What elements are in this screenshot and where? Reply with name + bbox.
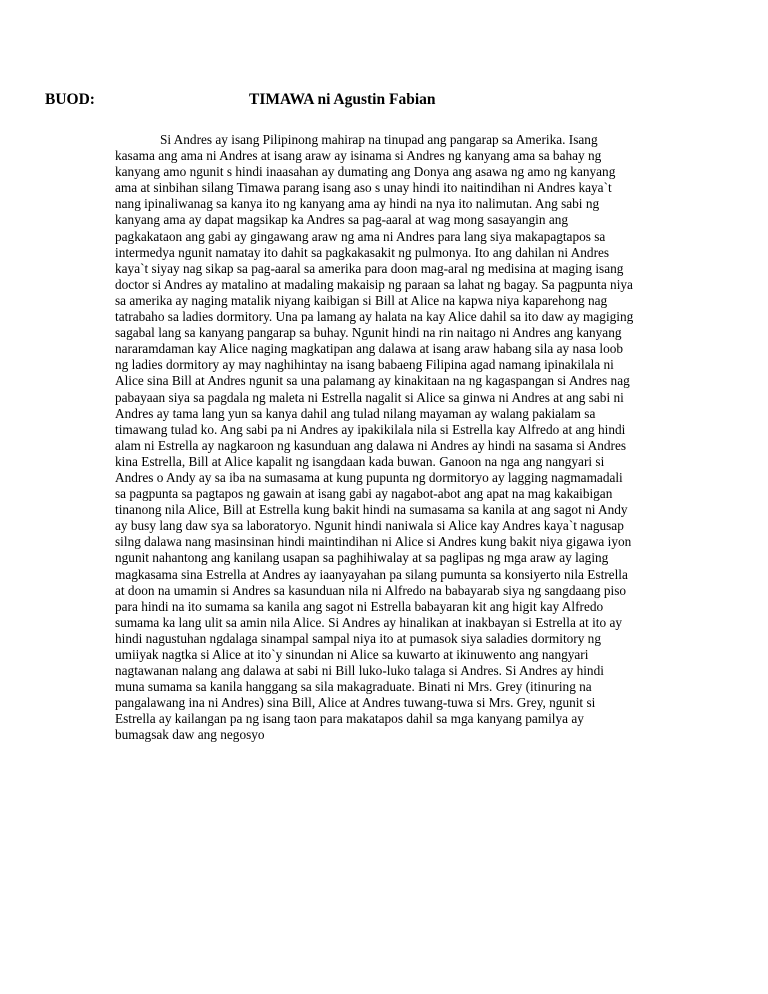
paragraph-line: tatrabaho sa ladies dormitory. Una pa lamang ay halata na kay Alice dahil sa ito daw ay magiging xyxy=(115,309,634,325)
paragraph-line: nang ipinaliwanag sa kanya ito ng kanyang ama ay hindi na nya ito nalimutan. Ang sabi ng xyxy=(115,196,600,212)
paragraph-line: umiiyak nagtka si Alice at ito`y sinundan ni Alice sa kuwarto at ikinuwento ang nangyari xyxy=(115,647,589,662)
paragraph-line: nararamdaman kay Alice naging magkatipan ang dalawa at isang araw habang sila ay nasa loob xyxy=(115,341,624,357)
paragraph-line: ay busy lang daw sya sa laboratoryo. Ngunit hindi naniwala si Alice kay Andres kaya`t nagusap xyxy=(115,518,624,534)
paragraph-line: ama at sinbihan silang Timawa parang isang aso s unay hindi ito naitindihan ni Andres kaya`t xyxy=(115,180,612,196)
paragraph-line: pagkakataon ang gabi ay gingawang araw ng ama ni Andres para lang siya makapagtapos sa xyxy=(115,228,606,244)
paragraph-line: silng dalawa nang masinsinan hindi maintindihan ni Alice si Andres kung bakit niya gigawa iyon xyxy=(115,534,632,550)
paragraph-line: Alice sina Bill at Andres ngunit sa una palamang ay kinakitaan na ng kagaspangan si Andres nag xyxy=(115,373,630,389)
paragraph-line: sumama ka lang ulit sa amin nila Alice. Si Andres ay hinalikan at inakbayan si Estrella at ito ay xyxy=(115,614,623,630)
paragraph-line: kaya`t siyay nag sikap sa pag-aaral sa amerika para doon mag-aral ng medisina at maging isang xyxy=(115,260,624,276)
paragraph-line: hindi nagustuhan ngdalaga sinampal sampal niya ito at pumasok siya saladies dormitory ng xyxy=(115,630,601,646)
paragraph-line: muna sumama sa kanila hanggang sa sila makagraduate. Binati ni Mrs. Grey (itinuring na xyxy=(115,679,592,695)
paragraph-line: pangalawang ina ni Andres) sina Bill, Alice at Andres tuwang-tuwa si Mrs. Grey, ngunit si xyxy=(115,695,596,711)
paragraph-line: magkasama sina Estrella at Andres ay iaanyayahan pa silang pumunta sa konsiyerto nila Estrella xyxy=(115,566,628,582)
document-heading xyxy=(0,91,768,113)
summary-paragraph xyxy=(115,132,675,744)
paragraph-line: para hindi na ito sumama sa kanila ang sagot ni Estrella babayaran kit ang higit kay Alfredo xyxy=(115,598,604,614)
document-title: TIMAWA ni Agustin Fabian xyxy=(249,91,436,108)
paragraph-line: Andres ay tama lang yun sa kanya dahil ang tulad nilang mayaman ay walang pakialam sa xyxy=(115,405,596,421)
paragraph-line: pabayaan siya sa pagdala ng maleta ni Estrella nagalit si Alice sa ginwa ni Andres at ang sabi ni xyxy=(115,389,624,405)
paragraph-line: sagabal lang sa kanyang pangarap sa buhay. Ngunit hindi na rin naitago ni Andres ang kanyang xyxy=(115,325,622,341)
paragraph-line: kina Estrella, Bill at Alice kapalit ng isangdaan kada buwan. Ganoon na nga ang nangyari si xyxy=(115,453,605,469)
paragraph-line: timawang tulad ko. Ang sabi pa ni Andres ay ipakikilala nila si Estrella kay Alfredo at ang hindi xyxy=(115,421,626,437)
paragraph-line: kanyang ama ay dapat magsikap ka Andres sa pag-aaral at wag mong sasayangin ang xyxy=(115,212,569,228)
paragraph-line: Si Andres ay isang Pilipinong mahirap na tinupad ang pangarap sa Amerika. Isang xyxy=(160,132,598,147)
paragraph-line: ngunit nahantong ang kanilang usapan sa paghihiwalay at sa paglipas ng mga araw ay laging xyxy=(115,550,609,566)
paragraph-line: Estrella ay kailangan pa ng isang taon para makatapos dahil sa mga kanyang pamilya ay xyxy=(115,711,584,727)
paragraph-line: tinanong nila Alice, Bill at Estrella kung bakit hindi na sumasama sa kanila at ang sagot ni Andy xyxy=(115,502,628,518)
paragraph-line: alam ni Estrella ay nagkaroon ng kasunduan ang dalawa ni Andres ay hindi na sasama si Andres xyxy=(115,437,627,453)
paragraph-line: sa amerika ay naging matalik niyang kaibigan si Bill at Alice na kapwa niya kaparehong nag xyxy=(115,292,608,308)
paragraph-line: doctor si Andres ay matalino at madaling makaisip ng paraan sa lahat ng bagay. Sa pagpunta niya xyxy=(115,276,633,292)
paragraph-line: intermedya ngunit namatay ito dahit sa pagkakasakit ng pulmonya. Ito ang dahilan ni Andres xyxy=(115,244,610,260)
paragraph-line: at doon na umamin si Andres sa kasunduan nila ni Alfredo na babayarab siya ng sangdaang piso xyxy=(115,582,627,598)
paragraph-line: sa pagpunta sa pagtapos ng gawain at isang gabi ay nagabot-abot ang apat na mag kakaibigan xyxy=(115,486,613,502)
paragraph-line: nagtawanan nalang ang dalawa at sabi ni Bill luko-luko talaga si Andres. Si Andres ay hindi xyxy=(115,663,604,679)
section-label: BUOD: xyxy=(45,91,95,108)
paragraph-line: kanyang amo ngunit s hindi inaasahan ay dumating ang Donya ang asawa ng amo ng kanyang xyxy=(115,164,616,180)
paragraph-line: bumagsak daw ang negosyo xyxy=(115,727,265,743)
paragraph-line: Andres o Andy ay sa iba na sumasama at kung pupunta ng dormitoryo ay lagging nagmamadali xyxy=(115,469,623,485)
paragraph-line: kasama ang ama ni Andres at isang araw ay isinama si Andres ng kanyang ama sa bahay ng xyxy=(115,148,602,164)
paragraph-line: ng ladies dormitory ay may naghihintay na isang babaeng Filipina agad namang ipinakilala ni xyxy=(115,357,614,373)
